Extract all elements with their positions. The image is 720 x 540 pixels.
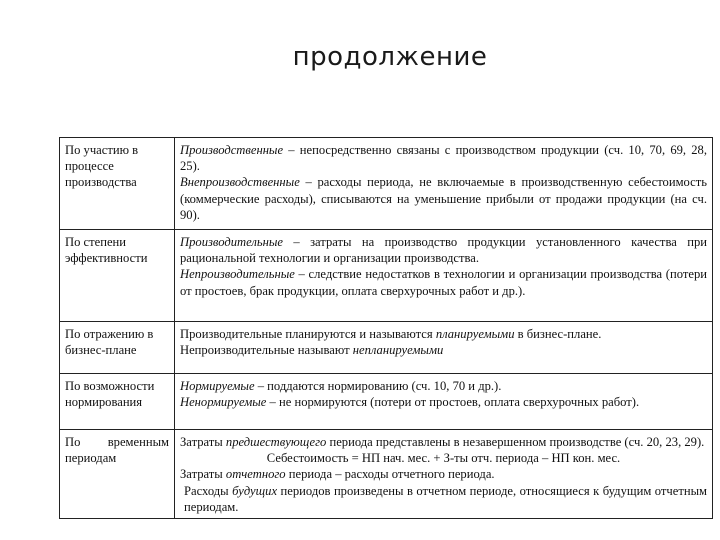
line-prefix: Непроизводительные называют [180, 343, 353, 358]
description-line [180, 466, 707, 482]
row-description [175, 322, 713, 374]
line-suffix: периода – расходы отчетного периода. [285, 467, 495, 482]
line-prefix: Затраты [180, 435, 226, 449]
line-prefix: Производительные планируются и называются [180, 327, 436, 341]
term: Непроизводительные [180, 267, 295, 282]
description-line [180, 142, 707, 174]
description-line [180, 378, 707, 394]
row-label: По временным периодам [60, 430, 175, 519]
term: Ненормируемые [180, 395, 267, 410]
description-line [180, 326, 707, 342]
term: будущих [232, 483, 278, 498]
term: отчетного [225, 467, 286, 482]
term-text: – поддаются нормированию (сч. 10, 70 и др.). [254, 379, 502, 393]
line-suffix: периода представлены в незавершенном производстве (сч. 20, 23, 29). [326, 435, 705, 449]
term: предшествующего [225, 435, 327, 449]
row-description [175, 138, 713, 230]
description-line [180, 342, 707, 358]
term: Производственные [180, 143, 284, 157]
term-text: – затраты на производство продукции установленного качества при рациональной технологии и организации производства. [180, 235, 707, 266]
term: Производительные [180, 235, 283, 249]
description-line [180, 266, 707, 298]
line-suffix: периодов произведены в отчетном периоде, относящиеся к будущим отчетным периодам. [184, 483, 708, 514]
term-text: – не нормируются (потери от простоев, оплата сверхурочных работ). [266, 395, 640, 410]
row-description [175, 230, 713, 322]
term-text: – расходы периода, не включаемые в производственную себестоимость (коммерческие расходы), списываются на уменьшение прибыли от продажи продукции (на сч. 90). [180, 175, 707, 222]
term-text: – непосредственно связаны с производством продукции (сч. 10, 70, 69, 28, 25). [180, 143, 707, 174]
row-description [175, 374, 713, 430]
table-row [60, 138, 713, 230]
term: Нормируемые [180, 379, 255, 393]
description-line [180, 234, 707, 266]
table-row [60, 430, 713, 519]
row-label: По отражению в бизнес-плане [60, 322, 175, 374]
term-text: – следствие недостатков в технологии и организации производства (потери от простоев, брак продукции, оплата сверхурочных работ и др.). [180, 267, 707, 298]
description-line [180, 483, 707, 515]
term: планируемыми [435, 327, 515, 341]
description-line [180, 434, 707, 450]
line-prefix: Расходы [184, 483, 233, 498]
line-suffix: в бизнес-плане. [514, 327, 602, 341]
term: непланируемыми [352, 343, 444, 358]
row-label: По возможности нормирования [60, 374, 175, 430]
line-prefix: Затраты [180, 467, 226, 482]
table-row [60, 230, 713, 322]
description-line [180, 394, 707, 410]
row-label: По участию в процессе производства [60, 138, 175, 230]
page-title: продолжение [292, 42, 488, 72]
table-row [60, 374, 713, 430]
cost-formula: Себестоимость = НП нач. мес. + З-ты отч. периода – НП кон. мес. [266, 451, 621, 466]
row-description [175, 430, 713, 519]
description-line [180, 174, 707, 223]
classification-table [59, 137, 713, 519]
term: Внепроизводственные [180, 175, 300, 190]
row-label: По степени эффективности [60, 230, 175, 322]
table-row [60, 322, 713, 374]
